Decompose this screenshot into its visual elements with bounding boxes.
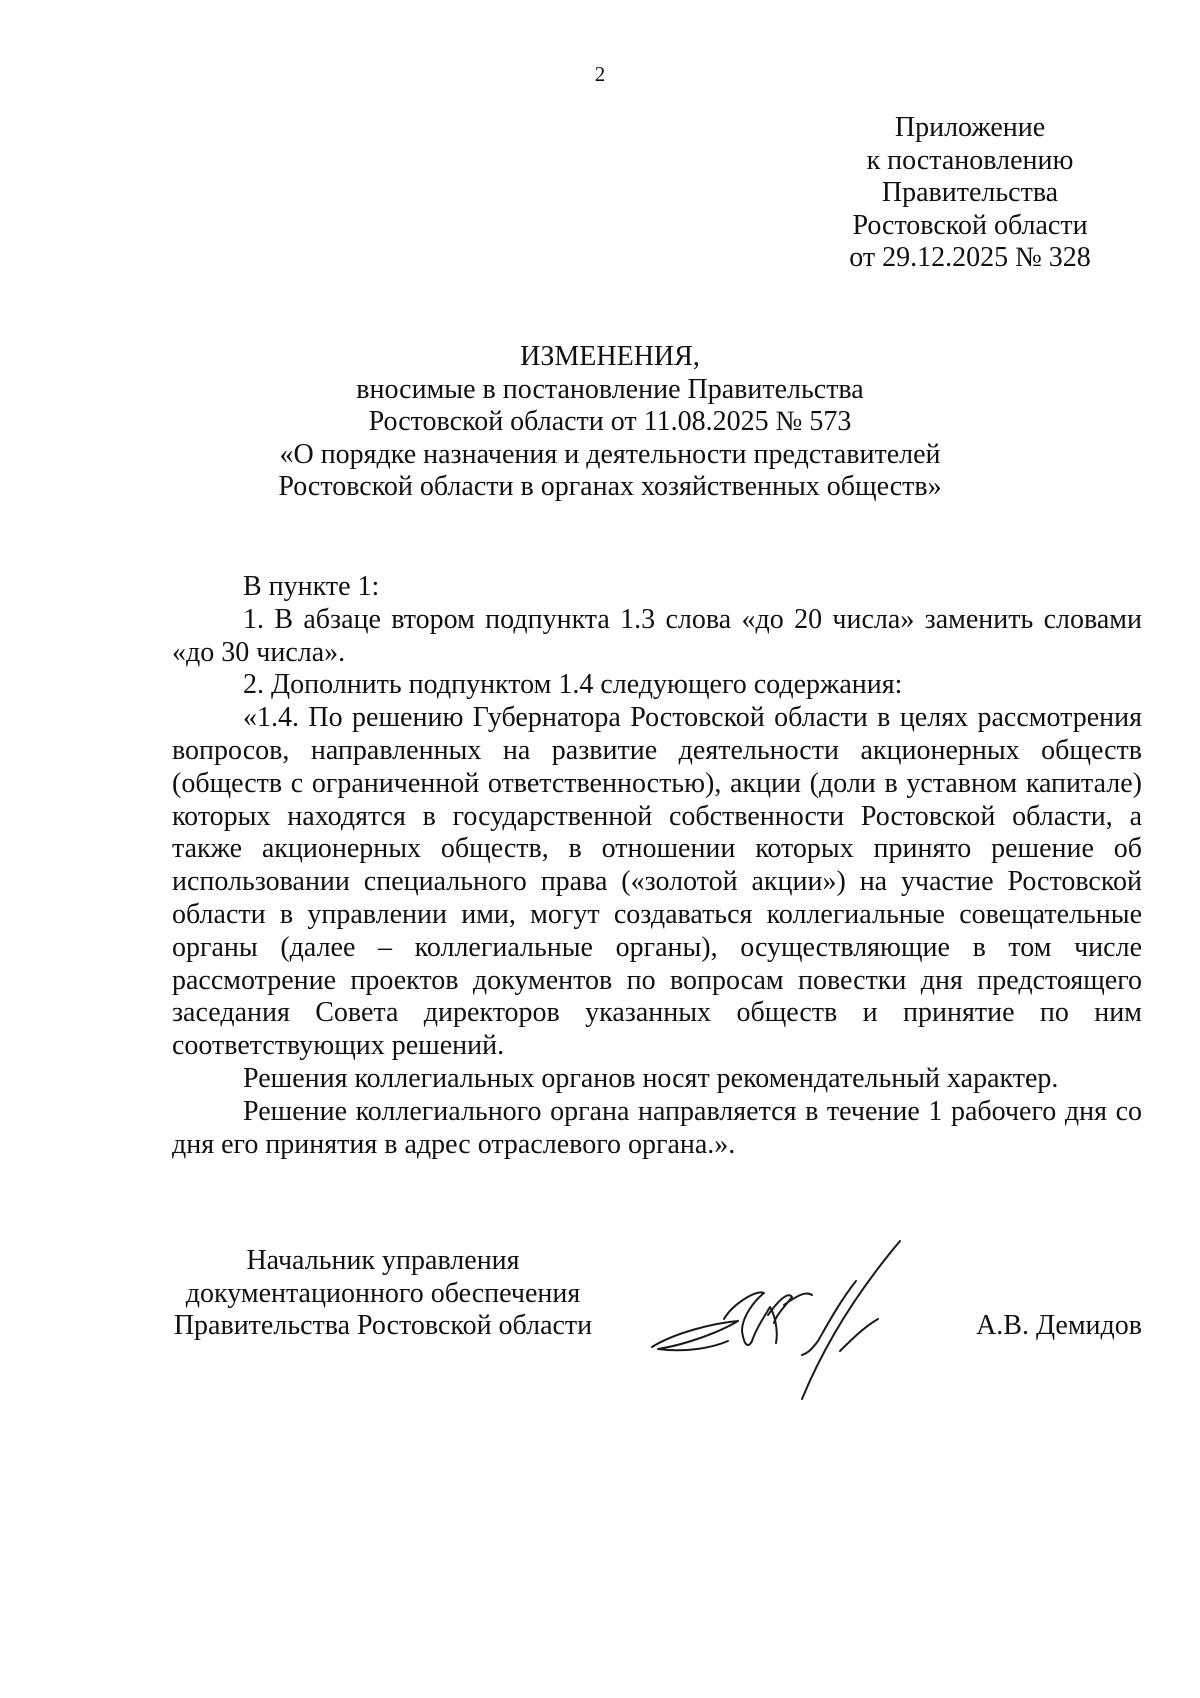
signatory-position-line: документационного обеспечения — [185, 1277, 581, 1309]
heading-line: «О порядке назначения и деятельности представителей — [279, 438, 941, 470]
appendix-block — [820, 112, 1120, 275]
appendix-line: Приложение — [894, 112, 1046, 143]
signature-stroke — [652, 1321, 738, 1350]
appendix-line: Ростовской области — [852, 209, 1088, 241]
signature-stroke — [768, 1295, 792, 1323]
appendix-line: к постановлению — [866, 144, 1074, 176]
signature-stroke — [840, 1319, 878, 1351]
page-number: 2 — [594, 62, 606, 86]
signature-stroke — [724, 1292, 777, 1345]
body-paragraph: Решение коллегиального органа направляется в течение 1 рабочего дня со дня его принятия в адрес отраслевого органа.». — [172, 1095, 1142, 1160]
heading-line: вносимые в постановление Правительства — [356, 373, 864, 405]
signature-stroke — [802, 1241, 900, 1399]
body-paragraph: 1. В абзаце втором подпункта 1.3 слова «до 20 числа» заменить словами «до 30 числа». — [172, 603, 1142, 668]
handwritten-signature — [648, 1235, 948, 1415]
signatory-position-line: Правительства Ростовской области — [173, 1310, 593, 1341]
signatory-position — [168, 1245, 598, 1343]
body-paragraph: Решения коллегиальных органов носят рекомендательный характер. — [243, 1062, 1059, 1094]
appendix-line: от 29.12.2025 № 328 — [849, 242, 1091, 273]
heading-line: Ростовской области от 11.08.2025 № 573 — [368, 406, 852, 437]
body-paragraph: «1.4. По решению Губернатора Ростовской области в целях рассмотрения вопросов, направленных на развитие деятельности акционерных обществ (обществ с ограниченной ответственностью), акции (доли в уставном капитале) которых находятся в государственной собственности Ростовской области, а также акционерных обществ, в отношении которых принято решение об использовании специального права («золотой акции») на участие Ростовской области в управлении ими, могут создаваться коллегиальные совещательные органы (далее – коллегиальные органы), осуществляющие в том числе рассмотрение проектов документов по вопросам повестки дня предстоящего заседания Совета директоров указанных обществ и принятие по ним соответствующих решений. — [172, 702, 1142, 1062]
appendix-line: Правительства — [881, 177, 1059, 208]
document-heading — [160, 341, 1060, 504]
body-paragraph: 2. Дополнить подпунктом 1.4 следующего содержания: — [243, 669, 903, 701]
signatory-position-line: Начальник управления — [246, 1245, 520, 1276]
signatory-name: А.В. Демидов — [976, 1310, 1142, 1341]
heading-title: ИЗМЕНЕНИЯ, — [520, 341, 700, 372]
body-paragraph: В пункте 1: — [243, 571, 380, 602]
heading-line: Ростовской области в органах хозяйственных обществ» — [278, 471, 942, 502]
document-body — [172, 571, 1142, 1161]
